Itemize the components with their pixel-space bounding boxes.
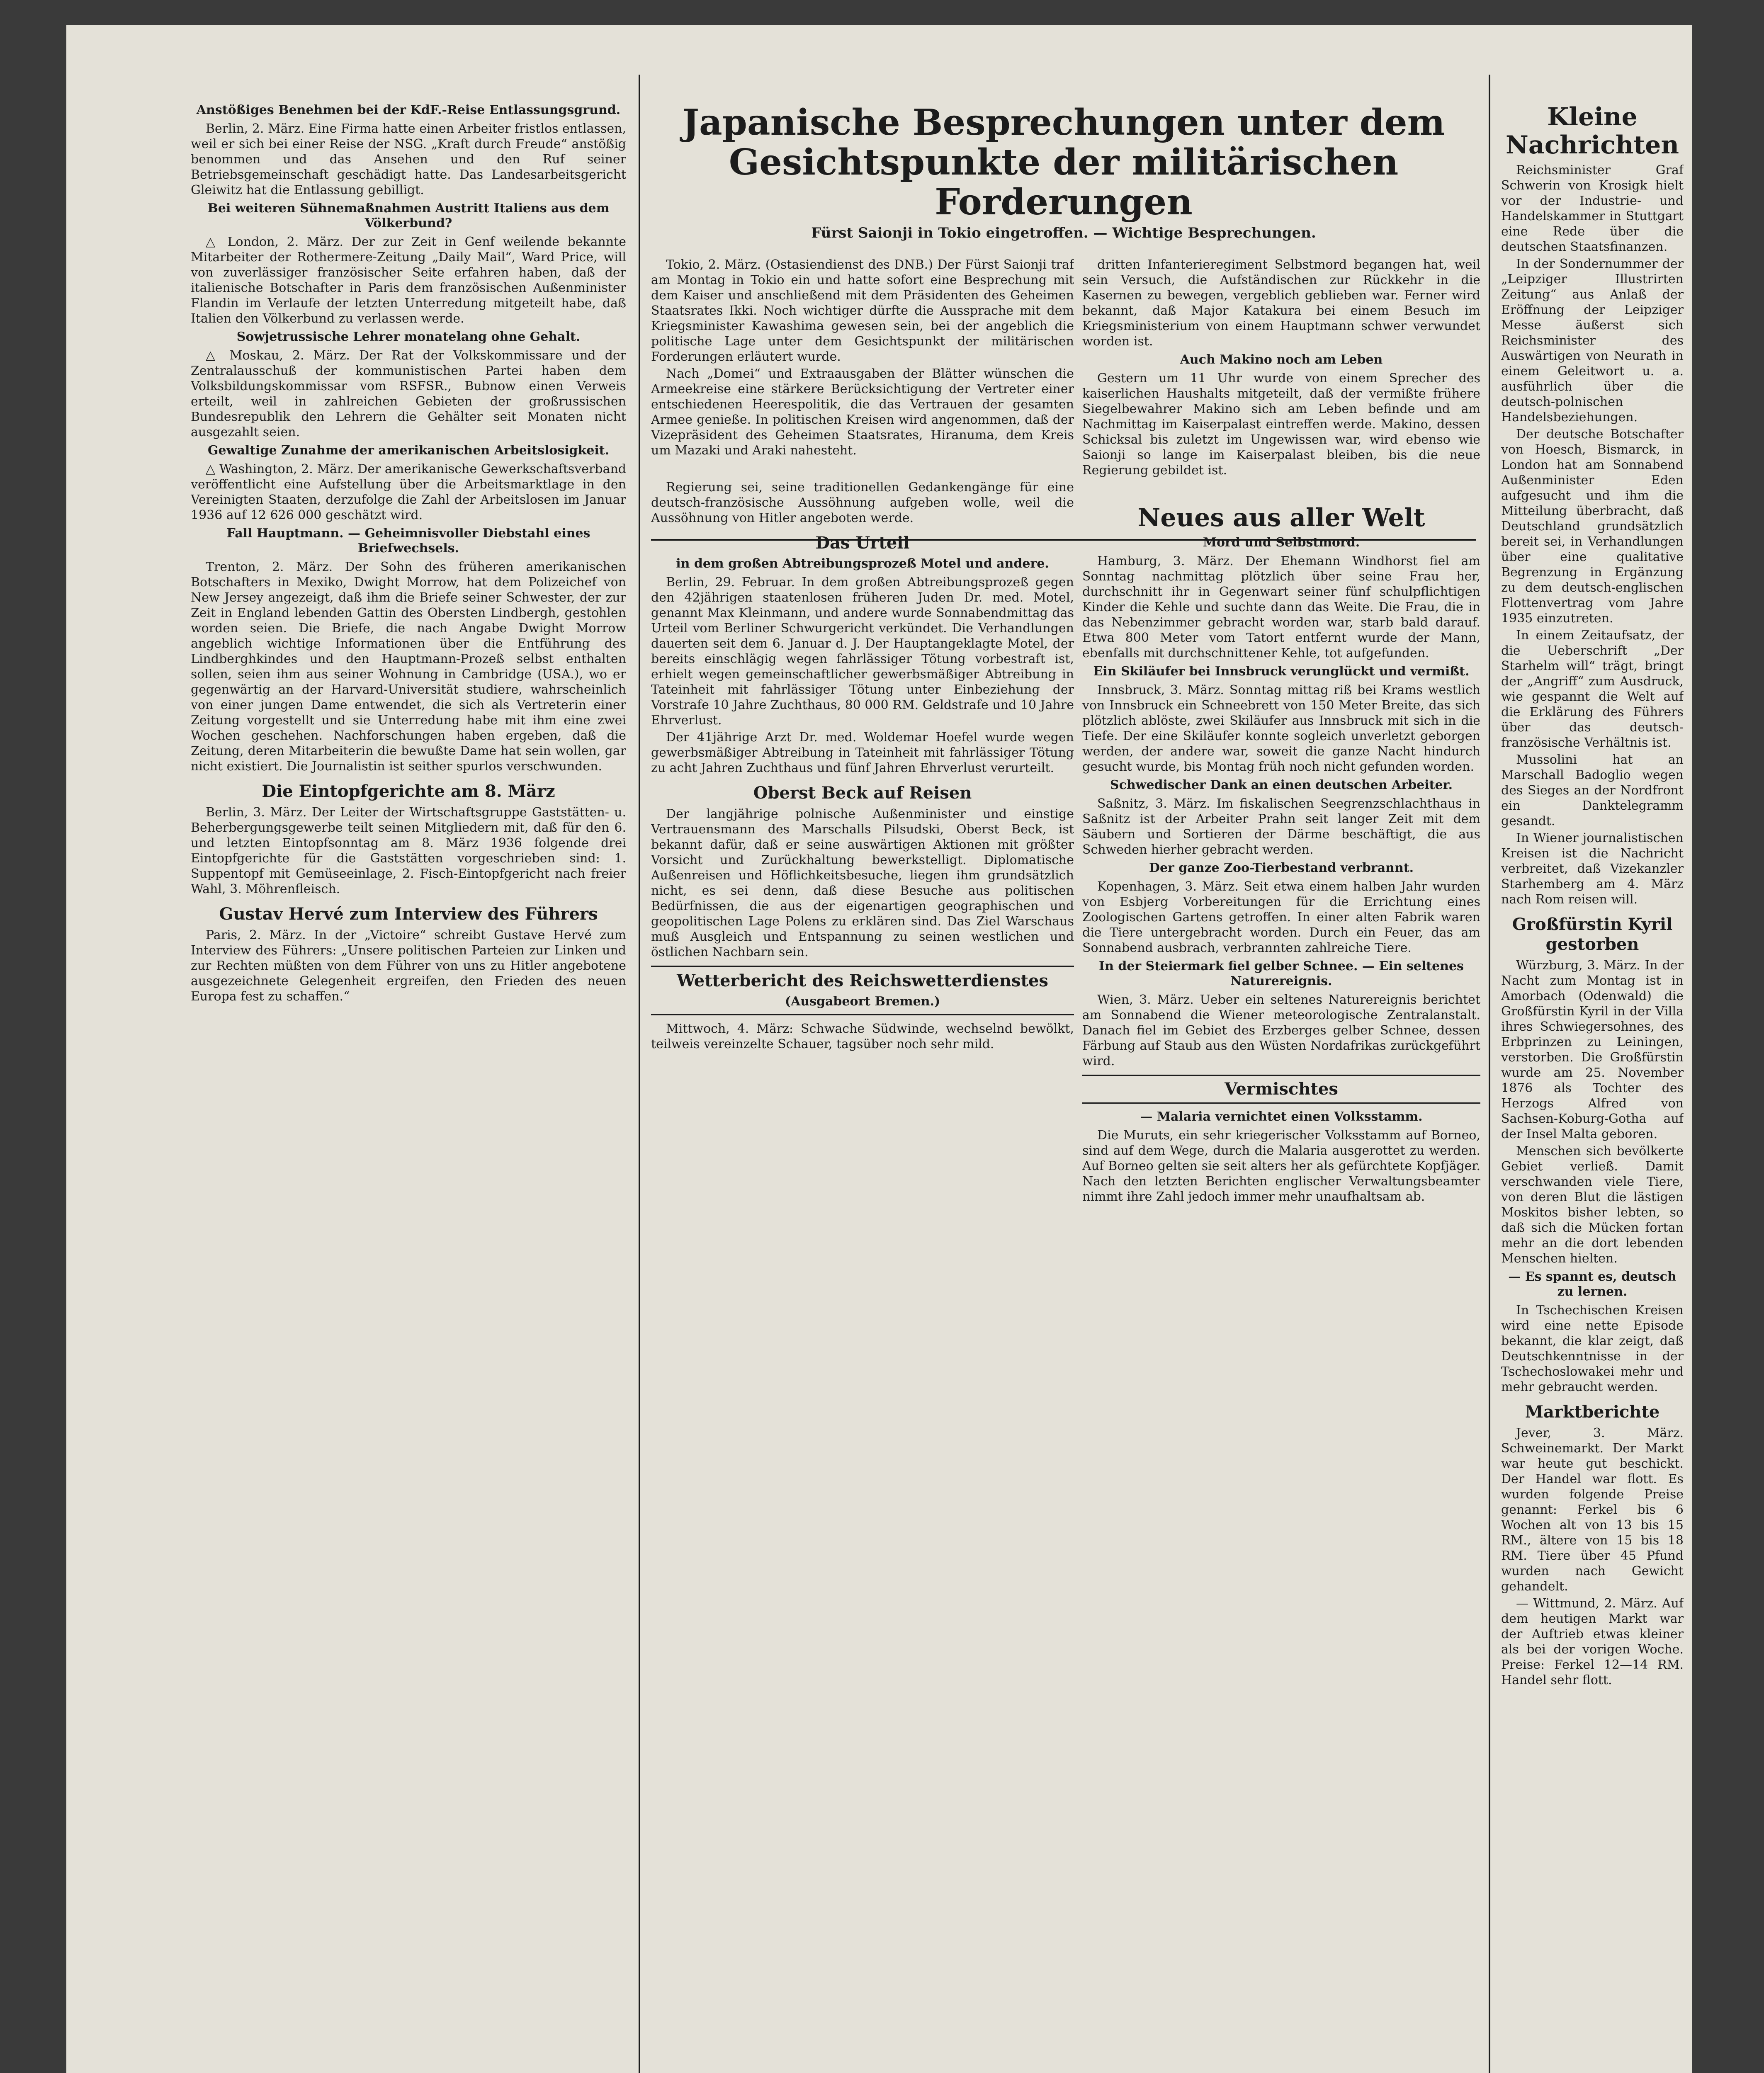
article-subheading: — Malaria vernichtet einen Volksstamm. xyxy=(1140,1109,1423,1124)
article-text: dritten Infanterieregiment Selbstmord begangen hat, weil sein Versuch, die Aufständischen zur Rückkehr in die Kasernen zu bewegen, vergeblich geblieben war. Ferner wird bekannt, daß Major Katakura bei einem Besuch im Kriegsministerium von einem Hauptmann schwer verwundet worden ist. xyxy=(1082,257,1480,349)
article-heading: Gewaltige Zunahme der amerikanischen Arbeitslosigkeit. xyxy=(207,443,610,458)
article-text: Hamburg, 3. März. Der Ehemann Windhorst fiel am Sonntag nachmittag plötzlich über seine Frau her, durchschnitt ihr in Gegenwart seiner fünf schulpflichtigen Kinder die Kehle und suchte dann das Weite. Die Frau, die in das Nebenzimmer gebracht worden war, starb bald darauf. Etwa 800 Meter vom Tatort entfernt wurde der Mann, ebenfalls mit durchschnittener Kehle, tot aufgefunden. xyxy=(1082,554,1480,660)
article-heading: Gustav Hervé zum Interview des Führers xyxy=(219,904,598,924)
article-subheading: — Es spannt es, deutsch zu lernen. xyxy=(1508,1270,1677,1299)
article-subheading: In der Steiermark fiel gelber Schnee. — Ein seltenes Naturereignis. xyxy=(1099,959,1464,988)
column-1 xyxy=(191,100,626,2073)
article-subheading: Der ganze Zoo-Tierbestand verbrannt. xyxy=(1149,861,1414,875)
article-text: Reichsminister Graf Schwerin von Krosigk hielt vor der Industrie- und Handelskammer in Stuttgart eine Rede über die deutschen Staatsfinanzen. xyxy=(1501,163,1684,254)
article-text: Regierung sei, seine traditionellen Gedankengänge für eine deutsch-französische Aussöhnung aufgeben wolle, weil die Aussöhnung von Hitler angeboten werde. xyxy=(651,480,1074,525)
column-3 xyxy=(1082,257,1480,2073)
article-text: Der 41jährige Arzt Dr. med. Woldemar Hoefel wurde wegen gewerbsmäßiger Abtreibung in Tateinheit mit fahrlässiger Tötung zu acht Jahren Zuchthaus und fünf Jahren Ehrverlust verurteilt. xyxy=(651,730,1074,775)
section-heading: Vermischtes xyxy=(1225,1079,1338,1099)
article-text: In einem Zeitaufsatz, der die Ueberschrift „Der Starhelm will“ trägt, bringt der „Angriff“ zum Ausdruck, wie gespannt die Welt auf die Erklärung des Führers über das deutsch-französische Verhältnis ist. xyxy=(1501,628,1684,750)
article-subheading: Schwedischer Dank an einen deutschen Arbeiter. xyxy=(1110,778,1453,792)
article-heading: Fall Hauptmann. — Geheimnisvoller Diebstahl eines Briefwechsels. xyxy=(226,526,590,556)
column-rule xyxy=(1489,75,1490,2073)
article-heading: Großfürstin Kyril gestorben xyxy=(1512,915,1673,954)
article-subheading: Auch Makino noch am Leben xyxy=(1180,352,1383,367)
article-text: Saßnitz, 3. März. Im fiskalischen Seegrenzschlachthaus in Saßnitz ist der Arbeiter Prahn seit langer Zeit mit dem Säubern und Sortieren der Därme beschäftigt, die aus Schweden hierher gebracht werden. xyxy=(1082,796,1480,857)
article-text: Nach „Domei“ und Extraausgaben der Blätter wünschen die Armeekreise eine stärkere Berücksichtigung der Vertreter einer entschiedenen Heerespolitik, die das Vertrauen der gesamten Armee genieße. In politischen Kreisen wird angenommen, daß der Vizepräsident des Geheimen Staatsrates, Hiranuma, dem Kreis um Mazaki und Araki nahesteht. xyxy=(651,367,1074,458)
column-4 xyxy=(1501,95,1684,2073)
article-text: Die Muruts, ein sehr kriegerischer Volksstamm auf Borneo, sind auf dem Wege, durch die Malaria ausgerottet zu werden. Auf Borneo gelten sie seit alters her als gefürchtete Kopfjäger. Nach den letzten Berichten englischer Verwaltungsbeamter nimmt ihre Zahl jedoch immer mehr unaufhaltsam ab. xyxy=(1082,1128,1480,1204)
article-text: Trenton, 2. März. Der Sohn des früheren amerikanischen Botschafters in Mexiko, Dwight Morrow, hat dem Polizeichef von New Jersey angezeigt, daß ihm die Briefe seiner Schwester, der zur Zeit in England lebenden Gattin des Obersten Lindbergh, gestohlen worden seien. Die Briefe, die nach Angabe Dwight Morrow angeblich wichtige Informationen über die Entführung des Lindberghkindes und den Hauptmann-Prozeß selbst enthalten sollen, seien ihm aus seiner Wohnung in Cambridge (USA.), wo er gegenwärtig an der Harvard-Universität studiere, wahrscheinlich von einer jungen Dame entwendet, die sich als Vertreterin einer Zeitung vorgestellt und sie Unterredung habe mit ihm eine zwei Wochen geschehen. Nachforschungen haben ergeben, daß die Zeitung, deren Mitarbeiterin die bewußte Dame hat sein wollen, gar nicht existiert. Die Journalistin ist seither spurlos verschwunden. xyxy=(191,560,626,774)
article-subheading: Ein Skiläufer bei Innsbruck verunglückt und vermißt. xyxy=(1093,664,1470,679)
top-headline-block xyxy=(651,95,1476,244)
section-heading: Kleine Nachrichten xyxy=(1506,102,1679,160)
article-text: Tokio, 2. März. (Ostasiendienst des DNB.) Der Fürst Saionji traf am Montag in Tokio ein und hatte sofort eine Besprechung mit dem Kaiser und anschließend mit dem Präsidenten des Geheimen Staatsrates Ikki. Noch wichtiger dürfte die Aussprache mit dem Kriegsminister Kawashima gewesen sein, bei der angeblich die politische Lage unter dem Gesichtspunkt der militärischen Forderungen erläutert wurde. xyxy=(651,257,1074,364)
article-text: — Wittmund, 2. März. Auf dem heutigen Markt war der Auftrieb etwas kleiner als bei der vorigen Woche. Preise: Ferkel 12—14 RM. Handel sehr flott. xyxy=(1501,1596,1684,1687)
article-text: Der langjährige polnische Außenminister und einstige Vertrauensmann des Marschalls Pilsudski, Oberst Beck, ist bekannt dafür, daß er seine auswärtigen Aktionen mit größter Vorsicht und Zurückhaltung bewerkstelligt. Diplomatische Außenreisen und Höflichkeitsbesuche, liegen ihm grundsätzlich nicht, es sei denn, daß diese Besuche aus politischen Bedürfnissen, die aus der eigenartigen geographischen und geopolitischen Lage Polens zu erklären sind. Das Ziel Warschaus muß Ausgleich und Entspannung zu seinen westlichen und östlichen Nachbarn sein. xyxy=(651,807,1074,959)
article-text: Jever, 3. März. Schweinemarkt. Der Markt war heute gut beschickt. Der Handel war flott. Es wurden folgende Preise genannt: Ferkel bis 6 Wochen alt von 13 bis 15 RM., ältere von 15 bis 18 RM. Tiere über 45 Pfund wurden nach Gewicht gehandelt. xyxy=(1501,1426,1684,1594)
top-headline: Japanische Besprechungen unter dem Gesichtspunkte der militärischen Forderungen xyxy=(682,102,1445,223)
section-heading: Marktberichte xyxy=(1525,1402,1660,1422)
article-text: Paris, 2. März. In der „Victoire“ schreibt Gustave Hervé zum Interview des Führers: „Unsere politischen Parteien zur Linken und zur Rechten müßten von dem Führer von uns zu Hitler angebotene ausgezeichnete Gelegenheit ergreifen, den Frieden des neuen Europa fest zu schaffen.“ xyxy=(191,928,626,1004)
column-rule xyxy=(639,75,640,2073)
weather-text: Mittwoch, 4. März: Schwache Südwinde, wechselnd bewölkt, teilweis vereinzelte Schauer, tagsüber noch sehr mild. xyxy=(651,1022,1074,1051)
article-text: Mussolini hat an Marschall Badoglio wegen des Sieges an der Nordfront ein Danktelegramm gesandt. xyxy=(1501,752,1684,828)
article-heading: Oberst Beck auf Reisen xyxy=(753,783,972,803)
article-text: Innsbruck, 3. März. Sonntag mittag riß bei Krams westlich von Innsbruck ein Schneebrett von 150 Meter Breite, das sich plötzlich ablöste, zwei Skiläufer aus Innsbruck mit sich in die Tiefe. Der eine Skiläufer konnte sogleich unverletzt geborgen werden, der andere war, soweit die ganze Nacht hindurch gesucht wurde, bis Montag früh noch nicht gefunden worden. xyxy=(1082,683,1480,774)
article-heading: Sowjetrussische Lehrer monatelang ohne Gehalt. xyxy=(236,330,581,344)
article-text: △ Washington, 2. März. Der amerikanische Gewerkschaftsverband veröffentlicht eine Aufstellung über die Arbeitsmarktlage in den Vereinigten Staaten, derzufolge die Zahl der Arbeitslosen im Januar 1936 auf 12 626 000 geschätzt wird. xyxy=(191,462,626,522)
article-text: Berlin, 2. März. Eine Firma hatte einen Arbeiter fristlos entlassen, weil er sich bei einer Reise der NSG. „Kraft durch Freude“ anstößig benommen und das Ansehen und den Ruf seiner Betriebsgemeinschaft geschädigt hatte. Das Landesarbeitsgericht Gleiwitz hat die Entlassung gebilligt. xyxy=(191,121,626,197)
article-text: △ Moskau, 2. März. Der Rat der Volkskommissare und der Zentralausschuß der kommunistischen Partei haben dem Volksbildungskommissar vom RSFSR., Bubnow einen Verweis erteilt, weil in zahlreichen Gebieten der großrussischen Bundesrepublik den Lehrern die Gehälter seit Monaten nicht ausgezahlt seien. xyxy=(191,348,626,439)
article-text: Gestern um 11 Uhr wurde von einem Sprecher des kaiserlichen Haushalts mitgeteilt, daß der vermißte frühere Siegelbewahrer Makino sich am Leben befinde und am Nachmittag im Kaiserpalast eintreffen werde. Makino, dessen Schicksal bis zuletzt im Ungewissen war, wird ebenso wie Saionji so lange im Kaiserpalast bleiben, bis die neue Regierung gebildet ist. xyxy=(1082,371,1480,478)
article-heading: Bei weiteren Sühnemaßnahmen Austritt Italiens aus dem Völkerbund? xyxy=(207,201,610,231)
article-text: Kopenhagen, 3. März. Seit etwa einem halben Jahr wurden von Esbjerg Vorbereitungen für die Errichtung eines Zoologischen Gartens getroffen. In einer alten Fabrik waren die Tiere untergebracht worden. Durch ein Feuer, das am Sonnabend ausbrach, verbrannten zahlreiche Tiere. xyxy=(1082,879,1480,955)
weather-heading: Wetterbericht des Reichswetterdienstes xyxy=(677,971,1048,990)
article-text: Berlin, 29. Februar. In dem großen Abtreibungsprozeß gegen den 42jährigen staatenlosen früheren Juden Dr. med. Motel, genannt Max Kleinmann, und andere wurde Sonnabendmittag das Urteil vom Berliner Schwurgericht verkündet. Die Verhandlungen dauerten seit dem 6. Januar d. J. Der Hauptangeklagte Motel, der bereits einschlägig wegen fahrlässiger Tötung vorbestraft ist, erhielt wegen gemeinschaftlicher gewerbsmäßiger Abtreibung in Tateinheit mit fahrlässiger Tötung unter Einbeziehung der Vorstrafe 10 Jahre Zuchthaus, 80 000 RM. Geldstrafe und 10 Jahre Ehrverlust. xyxy=(651,575,1074,728)
weather-subheading: (Ausgabeort Bremen.) xyxy=(785,994,940,1009)
article-text: △ London, 2. März. Der zur Zeit in Genf weilende bekannte Mitarbeiter der Rothermere-Zeitung „Daily Mail“, Ward Price, will von zuverlässiger französischer Seite erfahren haben, daß der italienische Botschafter in Paris dem französischen Außenminister Flandin im Verlaufe der letzten Unterredung mitgeteilt habe, daß Italien den Völkerbund zu verlassen werde. xyxy=(191,235,626,326)
miscellany-box xyxy=(1082,1075,1480,1104)
article-text: In Wiener journalistischen Kreisen ist die Nachricht verbreitet, daß Vizekanzler Starhemberg am 4. März nach Rom reisen will. xyxy=(1501,831,1684,907)
article-heading: Das Urteil xyxy=(815,533,910,553)
section-heading: Neues aus aller Welt xyxy=(1137,503,1425,532)
article-text: In Tschechischen Kreisen wird eine nette Episode bekannt, die klar zeigt, daß Deutschkenntnisse in der Tschechoslowakei mehr und mehr gebraucht werden. xyxy=(1501,1303,1684,1394)
column-2 xyxy=(651,257,1074,2073)
article-subheading: in dem großen Abtreibungsprozeß Motel und andere. xyxy=(676,556,1049,571)
article-text: Wien, 3. März. Ueber ein seltenes Naturereignis berichtet am Sonnabend die Wiener meteorologische Zentralanstalt. Danach fiel im Gebiet des Erzberges gelber Schnee, dessen Färbung auf Staub aus den Wüsten Nordafrikas zurückgeführt wird. xyxy=(1082,993,1480,1068)
article-text: Berlin, 3. März. Der Leiter der Wirtschaftsgruppe Gaststätten- u. Beherbergungsgewerbe teilt seinen Mitgliedern mit, daß für den 6. und letzten Eintopfsonntag am 8. März 1936 folgende drei Eintopfgerichte für die Gaststätten vorgeschrieben sind: 1. Suppentopf mit Gemüseeinlage, 2. Fisch-Eintopfgericht nach freier Wahl, 3. Möhrenfleisch. xyxy=(191,805,626,896)
article-heading: Die Eintopfgerichte am 8. März xyxy=(262,782,555,801)
top-subline: Fürst Saionji in Tokio eingetroffen. — Wichtige Besprechungen. xyxy=(811,225,1316,241)
article-text: Der deutsche Botschafter von Hoesch, Bismarck, in London hat am Sonnabend Außenminister Eden aufgesucht und ihm die Mitteilung überbracht, daß Deutschland grundsätzlich bereit sei, in Verhandlungen über eine qualitative Begrenzung in Ergänzung zu dem deutsch-englischen Flottenvertrag vom Jahre 1935 einzutreten. xyxy=(1501,427,1684,626)
article-heading: Anstößiges Benehmen bei der KdF.-Reise Entlassungsgrund. xyxy=(196,103,621,117)
article-text: In der Sondernummer der „Leipziger Illustrirten Zeitung“ aus Anlaß der Eröffnung der Leipziger Messe äußerst sich Reichsminister des Auswärtigen von Neurath in einem Geleitwort u. a. ausführlich über die deutsch-polnischen Handelsbeziehungen. xyxy=(1501,257,1684,425)
weather-box xyxy=(651,966,1074,1015)
article-subheading: Mord und Selbstmord. xyxy=(1203,535,1360,550)
newspaper-page xyxy=(66,25,1692,2073)
article-text: Würzburg, 3. März. In der Nacht zum Montag ist in Amorbach (Odenwald) die Großfürstin Kyril in der Villa ihres Schwiegersohnes, des Erbprinzen zu Leiningen, verstorben. Die Großfürstin wurde am 25. November 1876 als Tochter des Herzogs Alfred von Sachsen-Koburg-Gotha auf der Insel Malta geboren. xyxy=(1501,958,1684,1141)
article-text: Menschen sich bevölkerte Gebiet verließ. Damit verschwanden viele Tiere, von deren Blut die lästigen Moskitos bisher lebten, so daß sich die Mücken fortan mehr an die dort lebenden Menschen hielten. xyxy=(1501,1144,1684,1266)
